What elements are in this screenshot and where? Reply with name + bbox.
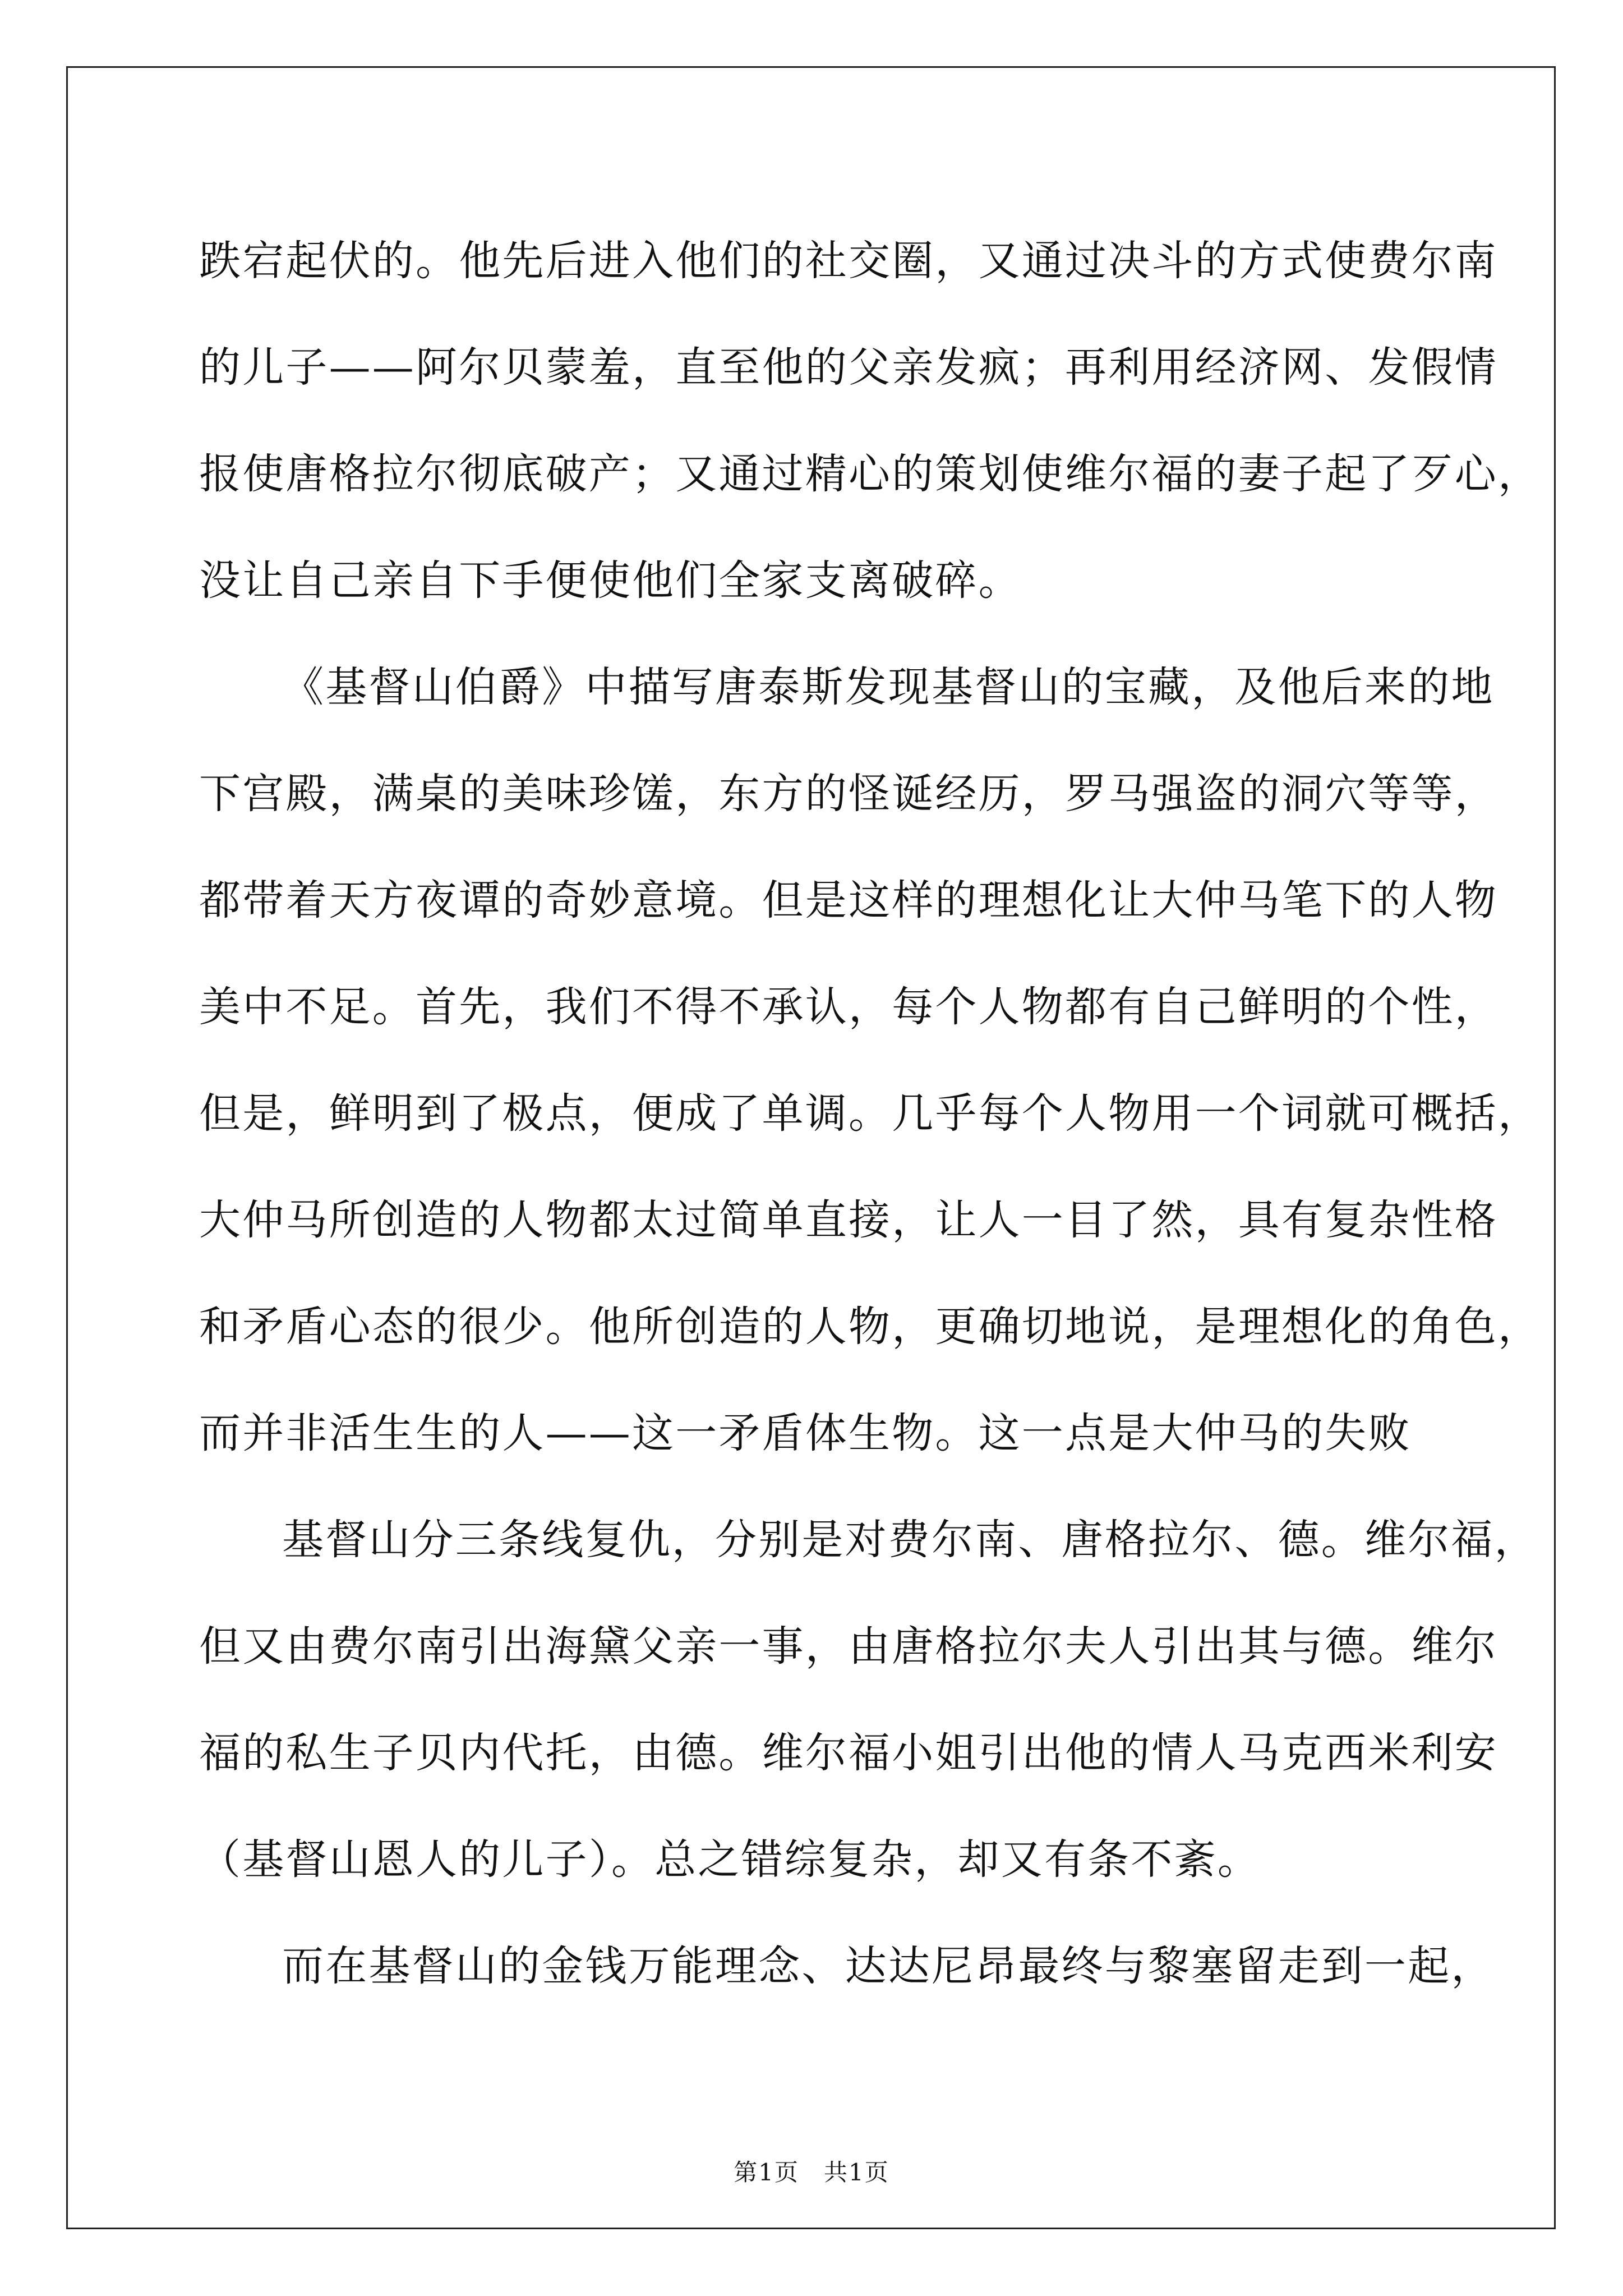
body-line: 没让自己亲自下手便使他们全家支离破碎。	[199, 556, 1022, 605]
paragraph-first-line: 《基督山伯爵》中描写唐泰斯发现基督山的宝藏，及他后来的地	[282, 663, 1495, 711]
body-line: 福的私生子贝内代托，由德。维尔福小姐引出他的情人马克西米利安	[199, 1729, 1498, 1777]
body-line: （基督山恩人的儿子）。总之错综复杂，却又有条不紊。	[199, 1835, 1261, 1884]
body-line: 而并非活生生的人——这一矛盾体生物。这一点是大仲马的失败	[199, 1409, 1412, 1457]
body-line: 的儿子——阿尔贝蒙羞，直至他的父亲发疯；再利用经济网、发假情	[199, 343, 1498, 392]
body-line: 跌宕起伏的。他先后进入他们的社交圈，又通过决斗的方式使费尔南	[199, 237, 1498, 285]
body-line: 但是，鲜明到了极点，便成了单调。几乎每个人物用一个词就可概括，	[199, 1089, 1542, 1138]
body-line: 和矛盾心态的很少。他所创造的人物，更确切地说，是理想化的角色，	[199, 1303, 1542, 1351]
body-line: 美中不足。首先，我们不得不承认，每个人物都有自己鲜明的个性，	[199, 983, 1498, 1031]
body-line: 大仲马所创造的人物都太过简单直接，让人一目了然，具有复杂性格	[199, 1196, 1498, 1244]
page-number-footer: 第1页 共1页	[734, 2159, 889, 2186]
body-line: 都带着天方夜谭的奇妙意境。但是这样的理想化让大仲马笔下的人物	[199, 876, 1498, 924]
document-body	[199, 208, 1542, 2019]
body-line: 报使唐格拉尔彻底破产；又通过精心的策划使维尔福的妻子起了歹心，	[199, 450, 1542, 498]
body-line: 但又由费尔南引出海黛父亲一事，由唐格拉尔夫人引出其与德。维尔	[199, 1622, 1498, 1671]
paragraph-first-line: 基督山分三条线复仇，分别是对费尔南、唐格拉尔、德。维尔福，	[282, 1516, 1538, 1564]
body-line: 下宫殿，满桌的美味珍馐，东方的怪诞经历，罗马强盗的洞穴等等，	[199, 770, 1498, 818]
paragraph-first-line: 而在基督山的金钱万能理念、达达尼昂最终与黎塞留走到一起，	[282, 1942, 1495, 1990]
